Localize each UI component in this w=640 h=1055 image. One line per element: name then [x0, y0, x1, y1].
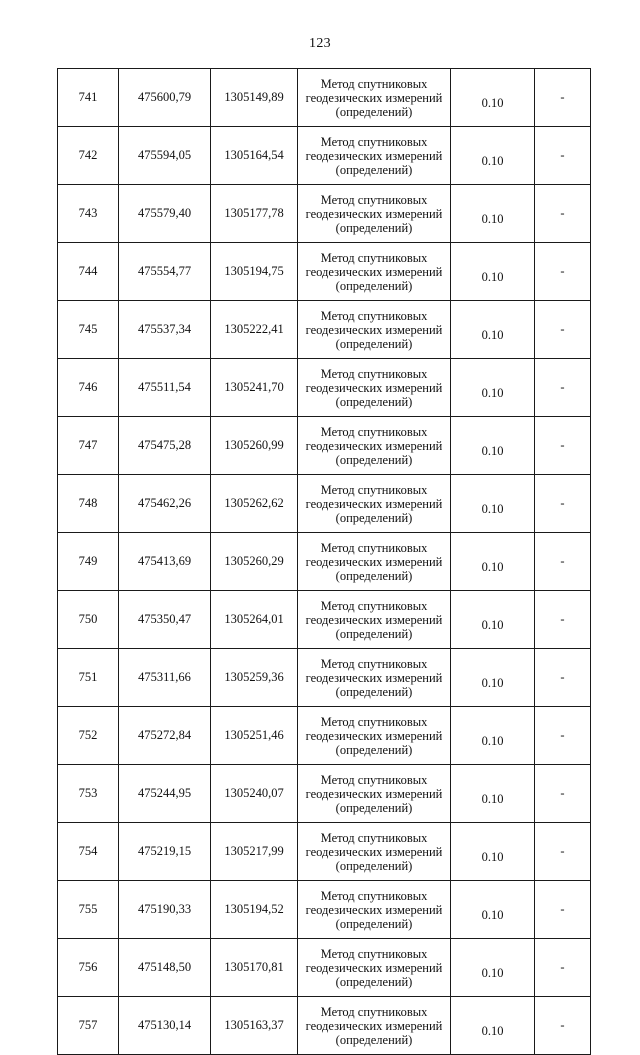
x-coordinate-cell: 475190,33: [119, 881, 211, 939]
method-line: (определений): [335, 104, 413, 119]
method-line: (определений): [335, 800, 413, 815]
table-row: [58, 591, 591, 649]
accuracy-cell: 0.10: [451, 765, 535, 823]
y-coordinate-cell: 1305194,52: [211, 881, 298, 939]
method-line: (определений): [335, 510, 413, 525]
method-line: геодезических измерений: [305, 438, 443, 453]
x-coordinate-cell: 475475,28: [119, 417, 211, 475]
description-cell: -: [535, 301, 591, 359]
description-cell: -: [535, 69, 591, 127]
method-cell: [298, 591, 451, 649]
method-line: геодезических измерений: [305, 264, 443, 279]
accuracy-cell: 0.10: [451, 301, 535, 359]
method-line: геодезических измерений: [305, 380, 443, 395]
description-cell: -: [535, 881, 591, 939]
method-line: Метод спутниковых: [320, 424, 428, 439]
x-coordinate-cell: 475244,95: [119, 765, 211, 823]
description-cell: -: [535, 823, 591, 881]
method-line: Метод спутниковых: [320, 308, 428, 323]
y-coordinate-cell: 1305194,75: [211, 243, 298, 301]
accuracy-cell: 0.10: [451, 533, 535, 591]
accuracy-cell: 0.10: [451, 939, 535, 997]
method-line: (определений): [335, 452, 413, 467]
method-line: Метод спутниковых: [320, 772, 428, 787]
point-number-cell: 748: [58, 475, 119, 533]
method-line: геодезических измерений: [305, 554, 443, 569]
table-row: [58, 127, 591, 185]
method-line: Метод спутниковых: [320, 76, 428, 91]
method-line: Метод спутниковых: [320, 482, 428, 497]
description-cell: -: [535, 417, 591, 475]
table-row: [58, 649, 591, 707]
description-cell: -: [535, 765, 591, 823]
table-row: [58, 359, 591, 417]
method-line: геодезических измерений: [305, 670, 443, 685]
description-cell: -: [535, 997, 591, 1055]
description-cell: -: [535, 591, 591, 649]
method-cell: [298, 707, 451, 765]
accuracy-cell: 0.10: [451, 243, 535, 301]
x-coordinate-cell: 475594,05: [119, 127, 211, 185]
method-line: (определений): [335, 626, 413, 641]
x-coordinate-cell: 475311,66: [119, 649, 211, 707]
point-number-cell: 745: [58, 301, 119, 359]
x-coordinate-cell: 475579,40: [119, 185, 211, 243]
description-cell: -: [535, 185, 591, 243]
description-cell: -: [535, 243, 591, 301]
x-coordinate-cell: 475413,69: [119, 533, 211, 591]
method-cell: [298, 301, 451, 359]
method-line: геодезических измерений: [305, 844, 443, 859]
method-cell: [298, 649, 451, 707]
method-cell: [298, 185, 451, 243]
method-line: геодезических измерений: [305, 206, 443, 221]
accuracy-cell: 0.10: [451, 359, 535, 417]
point-number-cell: 757: [58, 997, 119, 1055]
method-line: (определений): [335, 916, 413, 931]
y-coordinate-cell: 1305262,62: [211, 475, 298, 533]
description-cell: -: [535, 127, 591, 185]
method-cell: [298, 939, 451, 997]
coordinates-table-body: [58, 69, 591, 1055]
description-cell: -: [535, 649, 591, 707]
description-cell: -: [535, 359, 591, 417]
accuracy-cell: 0.10: [451, 823, 535, 881]
point-number-cell: 743: [58, 185, 119, 243]
description-cell: -: [535, 533, 591, 591]
description-cell: -: [535, 939, 591, 997]
y-coordinate-cell: 1305260,99: [211, 417, 298, 475]
accuracy-cell: 0.10: [451, 417, 535, 475]
x-coordinate-cell: 475537,34: [119, 301, 211, 359]
method-line: геодезических измерений: [305, 322, 443, 337]
method-line: геодезических измерений: [305, 902, 443, 917]
y-coordinate-cell: 1305217,99: [211, 823, 298, 881]
table-row: [58, 69, 591, 127]
method-line: (определений): [335, 858, 413, 873]
method-cell: [298, 69, 451, 127]
accuracy-cell: 0.10: [451, 591, 535, 649]
y-coordinate-cell: 1305170,81: [211, 939, 298, 997]
method-cell: [298, 765, 451, 823]
method-cell: [298, 823, 451, 881]
y-coordinate-cell: 1305163,37: [211, 997, 298, 1055]
accuracy-cell: 0.10: [451, 185, 535, 243]
method-line: (определений): [335, 394, 413, 409]
method-cell: [298, 243, 451, 301]
method-line: (определений): [335, 1032, 413, 1047]
accuracy-cell: 0.10: [451, 475, 535, 533]
method-line: Метод спутниковых: [320, 366, 428, 381]
point-number-cell: 751: [58, 649, 119, 707]
method-line: (определений): [335, 336, 413, 351]
method-line: (определений): [335, 568, 413, 583]
x-coordinate-cell: 475219,15: [119, 823, 211, 881]
point-number-cell: 744: [58, 243, 119, 301]
method-cell: [298, 127, 451, 185]
method-line: Метод спутниковых: [320, 830, 428, 845]
x-coordinate-cell: 475130,14: [119, 997, 211, 1055]
x-coordinate-cell: 475148,50: [119, 939, 211, 997]
point-number-cell: 752: [58, 707, 119, 765]
method-line: Метод спутниковых: [320, 946, 428, 961]
method-line: геодезических измерений: [305, 786, 443, 801]
x-coordinate-cell: 475600,79: [119, 69, 211, 127]
method-line: Метод спутниковых: [320, 540, 428, 555]
table-row: [58, 417, 591, 475]
point-number-cell: 746: [58, 359, 119, 417]
table-row: [58, 185, 591, 243]
method-cell: [298, 359, 451, 417]
method-cell: [298, 417, 451, 475]
accuracy-cell: 0.10: [451, 997, 535, 1055]
table-row: [58, 765, 591, 823]
method-line: Метод спутниковых: [320, 192, 428, 207]
x-coordinate-cell: 475272,84: [119, 707, 211, 765]
y-coordinate-cell: 1305260,29: [211, 533, 298, 591]
method-line: (определений): [335, 162, 413, 177]
method-line: (определений): [335, 684, 413, 699]
table-row: [58, 707, 591, 765]
method-line: геодезических измерений: [305, 1018, 443, 1033]
y-coordinate-cell: 1305264,01: [211, 591, 298, 649]
coordinates-table: [57, 68, 591, 1055]
x-coordinate-cell: 475462,26: [119, 475, 211, 533]
point-number-cell: 750: [58, 591, 119, 649]
point-number-cell: 756: [58, 939, 119, 997]
point-number-cell: 754: [58, 823, 119, 881]
method-line: (определений): [335, 974, 413, 989]
y-coordinate-cell: 1305251,46: [211, 707, 298, 765]
point-number-cell: 749: [58, 533, 119, 591]
table-row: [58, 533, 591, 591]
method-line: геодезических измерений: [305, 728, 443, 743]
table-row: [58, 243, 591, 301]
method-line: (определений): [335, 220, 413, 235]
description-cell: -: [535, 475, 591, 533]
y-coordinate-cell: 1305149,89: [211, 69, 298, 127]
method-line: Метод спутниковых: [320, 598, 428, 613]
table-row: [58, 475, 591, 533]
method-line: Метод спутниковых: [320, 1004, 428, 1019]
table-row: [58, 997, 591, 1055]
method-line: геодезических измерений: [305, 960, 443, 975]
method-line: Метод спутниковых: [320, 656, 428, 671]
method-line: геодезических измерений: [305, 612, 443, 627]
method-line: геодезических измерений: [305, 90, 443, 105]
accuracy-cell: 0.10: [451, 127, 535, 185]
point-number-cell: 753: [58, 765, 119, 823]
table-row: [58, 301, 591, 359]
method-cell: [298, 881, 451, 939]
x-coordinate-cell: 475554,77: [119, 243, 211, 301]
y-coordinate-cell: 1305164,54: [211, 127, 298, 185]
point-number-cell: 741: [58, 69, 119, 127]
x-coordinate-cell: 475511,54: [119, 359, 211, 417]
table-row: [58, 881, 591, 939]
y-coordinate-cell: 1305241,70: [211, 359, 298, 417]
point-number-cell: 742: [58, 127, 119, 185]
method-cell: [298, 475, 451, 533]
y-coordinate-cell: 1305240,07: [211, 765, 298, 823]
accuracy-cell: 0.10: [451, 881, 535, 939]
x-coordinate-cell: 475350,47: [119, 591, 211, 649]
method-line: Метод спутниковых: [320, 250, 428, 265]
method-line: (определений): [335, 278, 413, 293]
y-coordinate-cell: 1305259,36: [211, 649, 298, 707]
table-row: [58, 939, 591, 997]
description-cell: -: [535, 707, 591, 765]
method-line: Метод спутниковых: [320, 714, 428, 729]
point-number-cell: 755: [58, 881, 119, 939]
method-line: Метод спутниковых: [320, 888, 428, 903]
method-line: (определений): [335, 742, 413, 757]
y-coordinate-cell: 1305222,41: [211, 301, 298, 359]
method-line: геодезических измерений: [305, 496, 443, 511]
y-coordinate-cell: 1305177,78: [211, 185, 298, 243]
accuracy-cell: 0.10: [451, 707, 535, 765]
accuracy-cell: 0.10: [451, 69, 535, 127]
method-cell: [298, 997, 451, 1055]
accuracy-cell: 0.10: [451, 649, 535, 707]
table-row: [58, 823, 591, 881]
point-number-cell: 747: [58, 417, 119, 475]
method-cell: [298, 533, 451, 591]
method-line: Метод спутниковых: [320, 134, 428, 149]
page-number: 123: [309, 36, 331, 51]
method-line: геодезических измерений: [305, 148, 443, 163]
